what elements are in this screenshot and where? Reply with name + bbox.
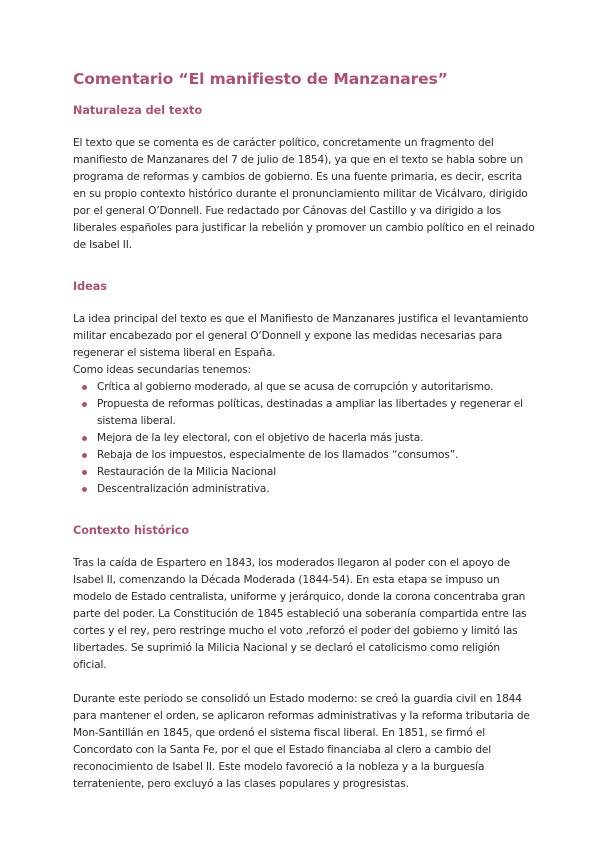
bullet-icon — [82, 470, 87, 475]
bullet-icon — [82, 487, 87, 492]
list-item-text: Mejora de la ley electoral, con el objetivo de hacerla más justa. — [97, 432, 424, 444]
contexto-paragraph-2: Durante este periodo se consolidó un Estado moderno: se creó la guardia civil en 1844 para mantener el orden, se aplicaron reformas administrativas y la reforma tributaria de Mon-Santillán en 1845, que ordenó el sistema fiscal liberal. En 1851, se firmó el Concordato con la Santa Fe, por el que el Estado financiaba al clero a cambio del reconocimiento de Isabel II. Este modelo favoreció a la nobleza y a la burguesía terrateniente, pero excluyó a las clases populares y progresistas. — [73, 693, 530, 790]
section-contexto — [73, 524, 536, 793]
list-item — [73, 396, 536, 430]
list-item-text: Crítica al gobierno moderado, al que se acusa de corrupción y autoritarismo. — [97, 381, 494, 393]
list-item — [73, 481, 536, 498]
bullet-icon — [82, 402, 87, 407]
document-title: Comentario “El manifiesto de Manzanares” — [73, 70, 448, 88]
section-ideas — [73, 280, 536, 498]
list-item-text: Propuesta de reformas políticas, destinadas a ampliar las libertades y regenerar el sistema liberal. — [97, 398, 523, 427]
list-item-text: Descentralización administrativa. — [97, 483, 270, 495]
bullet-icon — [82, 385, 87, 390]
list-item — [73, 447, 536, 464]
list-item-text: Rebaja de los impuestos, especialmente de los llamados “consumos”. — [97, 449, 459, 461]
naturaleza-paragraph: El texto que se comenta es de carácter político, concretamente un fragmento del manifiesto de Manzanares del 7 de julio de 1854), ya que en el texto se habla sobre un programa de reformas y cambios de gobierno. Es una fuente primaria, es decir, escrita en su propio contexto histórico durante el pronunciamiento militar de Vicálvaro, dirigido por el general O’Donnell. Fue redactado por Cánovas del Castillo y va dirigido a los liberales españoles para justificar la rebelión y promover un cambio político en el reinado de Isabel II. — [73, 137, 535, 251]
section-heading-ideas: Ideas — [73, 280, 107, 293]
ideas-paragraph: La idea principal del texto es que el Manifiesto de Manzanares justifica el levantamiento militar encabezado por el general O’Donnell y expone las medidas necesarias para regenerar el sistema liberal en España. — [73, 313, 529, 359]
list-item — [73, 430, 536, 447]
list-item-text: Restauración de la Milicia Nacional — [97, 466, 277, 478]
list-item — [73, 379, 536, 396]
section-heading-contexto: Contexto histórico — [73, 524, 190, 537]
section-heading-naturaleza: Naturaleza del texto — [73, 104, 203, 117]
bullet-icon — [82, 436, 87, 441]
ideas-list — [73, 379, 536, 498]
list-item — [73, 464, 536, 481]
section-naturaleza — [73, 104, 536, 254]
bullet-icon — [82, 453, 87, 458]
contexto-paragraph-1: Tras la caída de Espartero en 1843, los moderados llegaron al poder con el apoyo de Isabel II, comenzando la Década Moderada (1844-54). En esta etapa se impuso un modelo de Estado centralista, uniforme y jerárquico, donde la corona concentraba gran parte del poder. La Constitución de 1845 estableció una soberanía compartida entre las cortes y el rey, pero restringe mucho el voto ,reforzó el poder del gobierno y limitó las libertades. Se suprimió la Milicia Nacional y se declaró el catolicismo como religión oficial. — [73, 557, 527, 671]
ideas-secondary-intro: Como ideas secundarias tenemos: — [73, 364, 251, 376]
